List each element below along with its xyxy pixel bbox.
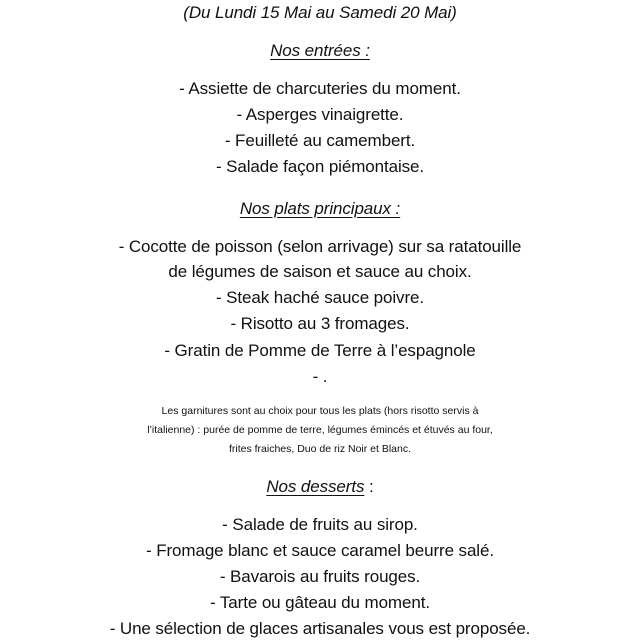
plats-title-text: Nos plats principaux : xyxy=(239,199,401,218)
entree-item: - Assiette de charcuteries du moment. xyxy=(179,79,461,98)
dessert-item: - Tarte ou gâteau du moment. xyxy=(210,593,430,612)
dessert-item: - Bavarois au fruits rouges. xyxy=(219,567,421,586)
date-range: (Du Lundi 15 Mai au Samedi 20 Mai) xyxy=(183,3,457,22)
dessert-item: - Une sélection de glaces artisanales vous est proposée. xyxy=(109,619,531,638)
plat-item-empty: - . xyxy=(312,367,328,386)
plat-item: - Steak haché sauce poivre. xyxy=(215,288,425,307)
section-title-plats xyxy=(0,198,640,220)
plat-item: - Gratin de Pomme de Terre à l’espagnole xyxy=(164,341,476,360)
section-title-entrees xyxy=(0,40,640,62)
plat-item: - Risotto au 3 fromages. xyxy=(230,314,410,333)
dessert-item: - Fromage blanc et sauce caramel beurre salé. xyxy=(146,541,494,560)
entree-item: - Salade façon piémontaise. xyxy=(215,157,425,176)
entrees-title-text: Nos entrées : xyxy=(270,41,370,60)
dessert-item: - Salade de fruits au sirop. xyxy=(222,515,418,534)
plat-item-continuation: de légumes de saison et sauce au choix. xyxy=(168,262,472,281)
desserts-title-suffix: : xyxy=(364,477,374,496)
garnitures-note-line: Les garnitures sont au choix pour tous les plats (hors risotto servis à xyxy=(161,405,479,417)
desserts-title-text: Nos desserts xyxy=(266,477,365,496)
section-title-desserts xyxy=(0,476,640,498)
plat-item: - Cocotte de poisson (selon arrivage) sur sa ratatouille xyxy=(118,237,522,256)
garnitures-note-line: l’italienne) : purée de pomme de terre, légumes émincés et étuvés au four, xyxy=(147,424,493,436)
garnitures-note-line: frites fraiches, Duo de riz Noir et Blanc. xyxy=(228,443,412,455)
entree-item: - Asperges vinaigrette. xyxy=(236,105,404,124)
entree-item: - Feuilleté au camembert. xyxy=(224,131,416,150)
